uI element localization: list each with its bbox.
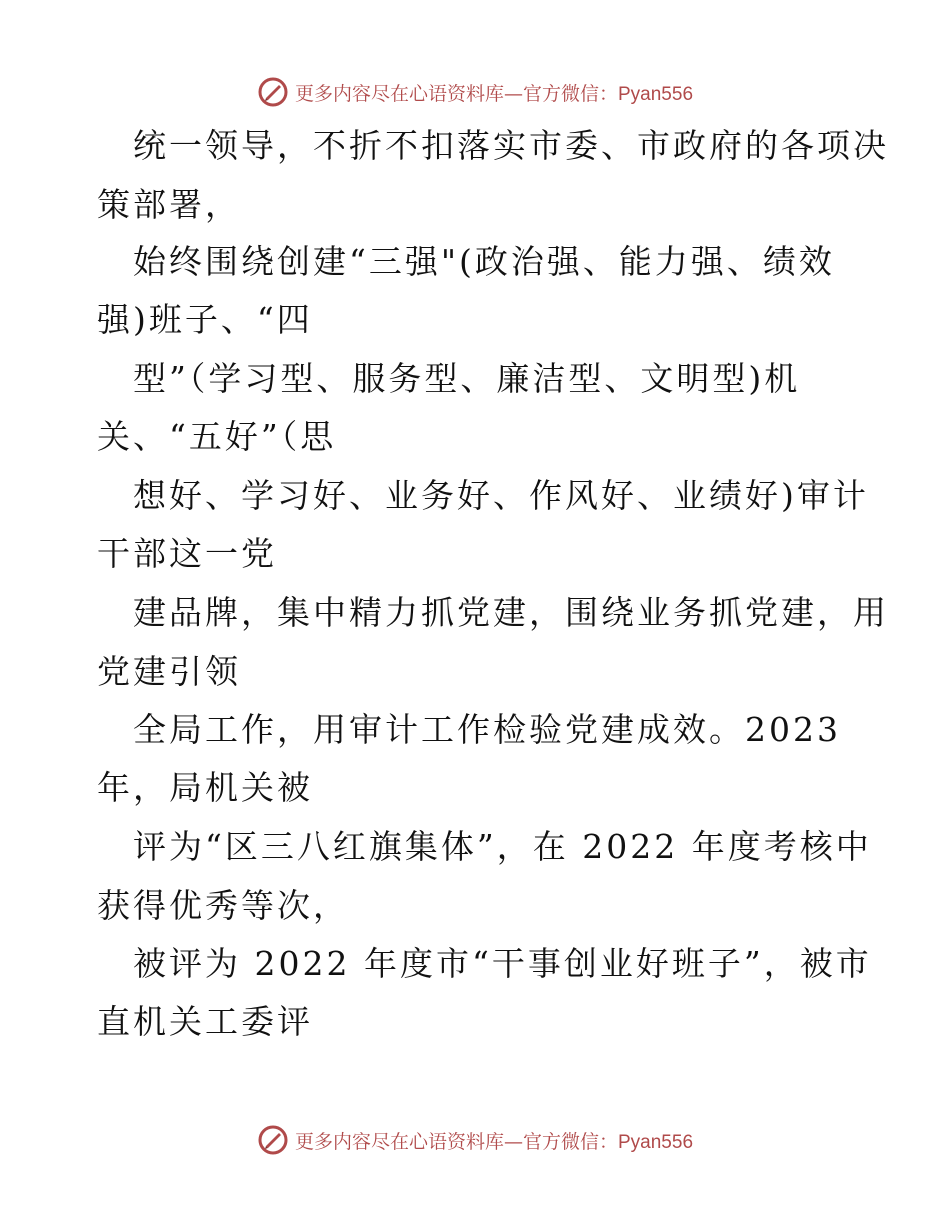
body-line: 获得优秀等次， bbox=[97, 886, 349, 925]
body-line: 年，局机关被 bbox=[97, 768, 313, 807]
pen-seal-icon bbox=[257, 1124, 289, 1156]
body-line: 策部署， bbox=[97, 185, 241, 224]
body-line: 党建引领 bbox=[97, 652, 241, 691]
body-line: 关、“五好”（思 bbox=[97, 417, 337, 456]
body-line: 建品牌，集中精力抓党建，围绕业务抓党建，用 bbox=[133, 593, 889, 632]
header-watermark bbox=[0, 72, 950, 112]
body-line: 统一领导，不折不扣落实市委、市政府的各项决 bbox=[133, 126, 889, 165]
body-line: 被评为 2022 年度市“干事创业好班子”，被市 bbox=[133, 944, 872, 983]
watermark-text: 更多内容尽在心语资料库—官方微信：Pyan556 bbox=[294, 82, 694, 105]
body-line: 评为“区三八红旗集体”，在 2022 年度考核中 bbox=[133, 827, 872, 866]
body-line: 干部这一党 bbox=[97, 534, 277, 573]
pen-seal-icon bbox=[257, 76, 289, 108]
footer-watermark bbox=[0, 1120, 950, 1160]
body-line: 始终围绕创建“三强"(政治强、能力强、绩效 bbox=[133, 242, 835, 281]
body-line: 想好、学习好、业务好、作风好、业绩好)审计 bbox=[133, 476, 869, 515]
watermark-text: 更多内容尽在心语资料库—官方微信：Pyan556 bbox=[294, 1130, 694, 1153]
body-line: 型”（学习型、服务型、廉洁型、文明型)机 bbox=[133, 359, 801, 398]
body-line: 强)班子、“四 bbox=[97, 300, 313, 339]
body-line: 全局工作，用审计工作检验党建成效。2023 bbox=[133, 710, 841, 749]
body-line: 直机关工委评 bbox=[97, 1002, 313, 1041]
